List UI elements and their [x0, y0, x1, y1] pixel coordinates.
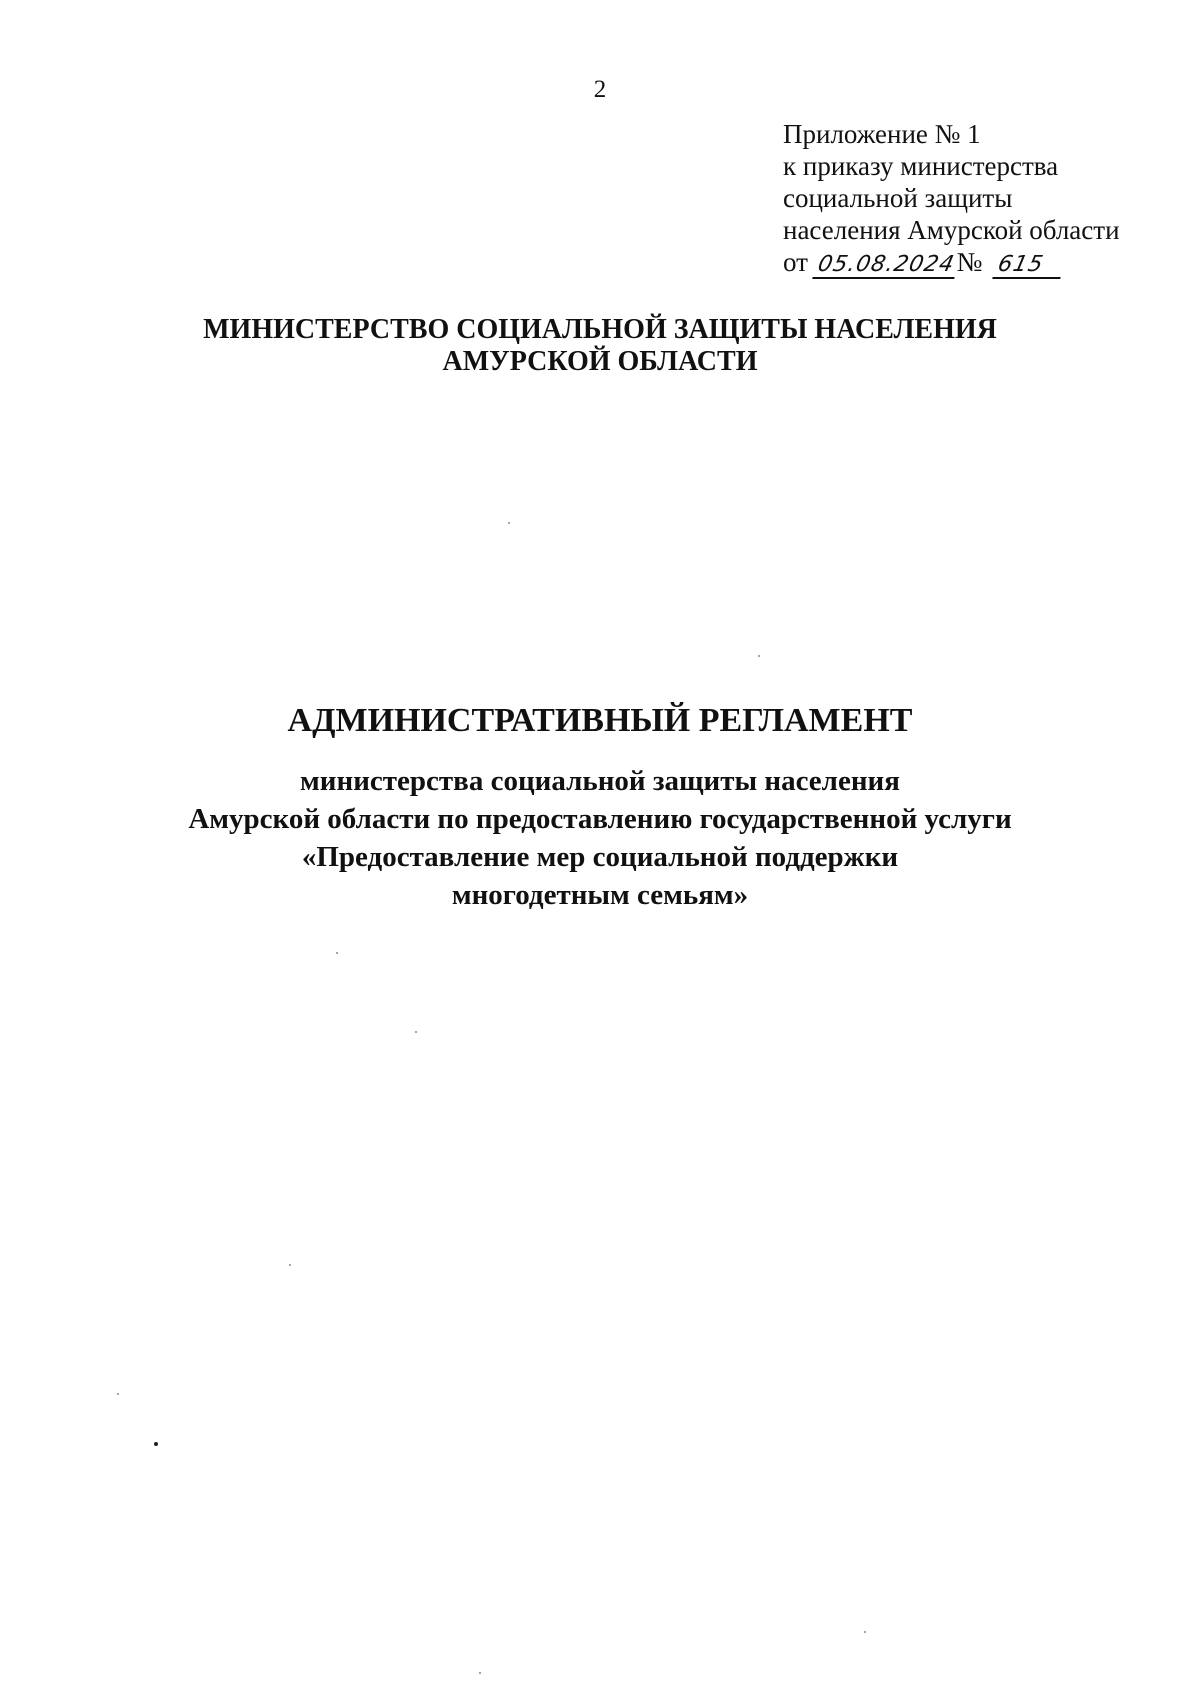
appendix-region-line: населения Амурской области	[783, 215, 1120, 245]
regulation-subtitle-line-1: министерства социальной защиты населения	[300, 765, 900, 797]
scan-speck	[479, 1672, 481, 1674]
appendix-date-number-line	[783, 246, 1120, 279]
regulation-title: АДМИНИСТРАТИВНЫЙ РЕГЛАМЕНТ	[287, 702, 913, 739]
scan-speck	[758, 655, 760, 657]
regulation-subtitle-line-3: «Предоставление мер социальной поддержки	[301, 841, 899, 873]
page-number: 2	[593, 76, 607, 103]
number-prefix: №	[956, 247, 983, 277]
regulation-subtitle	[0, 762, 1200, 914]
scan-speck	[508, 522, 510, 524]
appendix-title: Приложение № 1	[783, 119, 981, 149]
appendix-block	[783, 118, 1120, 279]
organization-line-2: АМУРСКОЙ ОБЛАСТИ	[442, 346, 758, 377]
scan-speck	[154, 1442, 158, 1446]
handwritten-order-number: 615	[992, 253, 1066, 279]
scan-speck	[415, 1031, 417, 1033]
appendix-ministry-line: социальной защиты	[783, 183, 1013, 213]
regulation-subtitle-line-2: Амурской области по предоставлению государственной услуги	[188, 803, 1012, 835]
scan-speck	[117, 1393, 119, 1395]
regulation-subtitle-line-4: многодетным семьям»	[451, 879, 749, 911]
handwritten-date: 05.08.2024	[812, 253, 959, 279]
scan-speck	[864, 1631, 866, 1633]
scan-speck	[336, 952, 338, 954]
scan-speck	[289, 1264, 291, 1266]
date-prefix: от	[783, 247, 808, 277]
appendix-order-ref: к приказу министерства	[783, 151, 1059, 181]
organization-line-1: МИНИСТЕРСТВО СОЦИАЛЬНОЙ ЗАЩИТЫ НАСЕЛЕНИЯ	[203, 314, 997, 345]
organization-heading	[0, 314, 1200, 378]
